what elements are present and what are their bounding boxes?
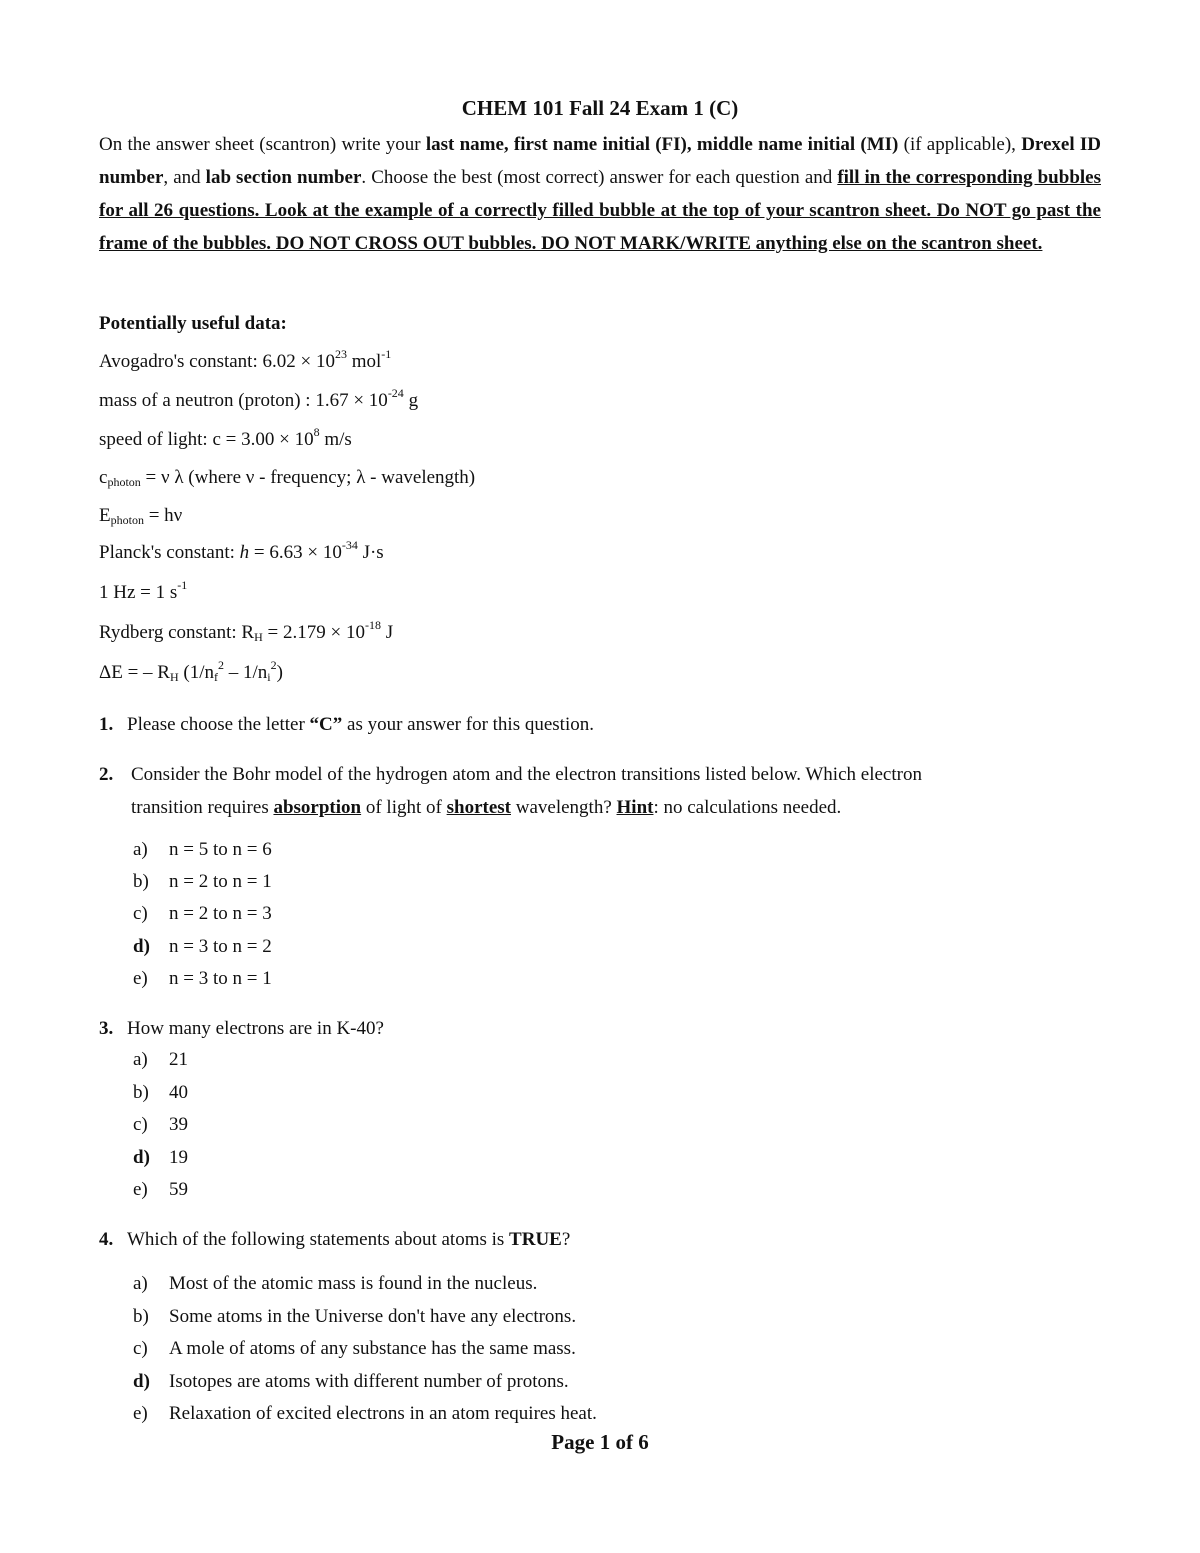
question-number: 3. [99,1018,114,1039]
data-planck: Planck's constant: $h = 6.63 \times 10^{-34}$ J·s [99,538,384,563]
q3-option-a[interactable]: a) 21 [133,1049,188,1070]
q4-option-e[interactable]: e) Relaxation of excited electrons in an atom requires heat. [133,1403,597,1424]
exam-title: CHEM 101 Fall 24 Exam 1 (C) [461,96,739,120]
q2-option-b[interactable]: b) n = 2 to n = 1 [133,871,272,892]
instr-text-2: (if applicable), [898,134,1022,155]
question-1: 1. Please choose the letter “C” as your answer for this question. [99,714,594,735]
q2-option-d[interactable]: d) n = 3 to n = 2 [133,936,272,957]
q4-option-d[interactable]: d) Isotopes are atoms with different number of protons. [133,1371,569,1392]
data-heading: Potentially useful data: [99,313,287,334]
q4-option-a[interactable]: a) Most of the atomic mass is found in the nucleus. [133,1273,538,1294]
instr-text-3: , and [163,167,206,188]
instr-text-4: . Choose the best (most correct) answer for each question and [361,167,838,188]
question-number: 4. [99,1229,114,1250]
instr-bold-1: last name, first name initial (FI), middle name initial (MI) [425,134,899,155]
data-hertz: 1 Hz = 1 $s^{-1}$ [99,578,188,603]
q2-option-a[interactable]: a) n = 5 to n = 6 [133,839,272,860]
instr-bold-3: lab section number [205,167,362,188]
data-neutron-mass: mass of a neutron (proton) : $1.67 \times 10^{-24}$ g [99,386,419,411]
q3-option-b[interactable]: b) 40 [133,1082,188,1103]
q3-option-d[interactable]: d) 19 [133,1147,188,1168]
instr-bold-2: Drexel ID number [99,134,1101,188]
data-e-photon: $E_{photon} = h\nu$ [99,505,183,527]
q2-option-c[interactable]: c) n = 2 to n = 3 [133,903,272,924]
instructions-paragraph [99,128,1101,260]
data-speed-of-light: speed of light: $c = 3.00 \times 10^8$ m/s [99,425,352,450]
q3-option-c[interactable]: c) 39 [133,1114,188,1135]
question-2: 2. Consider the Bohr model of the hydrogen atom and the electron transitions listed below. Which electron transition requires absorption of light of shortest wavelength? Hint: no calculations needed. [99,758,1101,824]
question-number: 2. [99,764,114,785]
q3-option-e[interactable]: e) 59 [133,1179,188,1200]
data-rydberg: Rydberg constant: $R_H = 2.179 \times 10^{-18}$ J [99,618,394,644]
q2-option-e[interactable]: e) n = 3 to n = 1 [133,968,272,989]
data-delta-e: ΔE = – $R_H$ $(1/n_f^2 - 1/n_i^2)$ [99,658,283,684]
question-number: 1. [99,714,114,735]
instr-text-1: On the answer sheet (scantron) write your [99,134,426,155]
instr-underlined: fill in the corresponding bubbles for all 26 questions. Look at the example of a correctly filled bubble at the top of your scantron sheet. Do NOT go past the frame of the bubbles. DO NOT CROSS OUT bubbles. DO NOT MARK/WRITE anything else on the scantron sheet. [99,167,1101,254]
question-4: 4. Which of the following statements about atoms is TRUE? [99,1229,571,1250]
q4-option-b[interactable]: b) Some atoms in the Universe don't have any electrons. [133,1306,577,1327]
data-c-photon: $c_{photon} = \nu$ λ (where ν - frequency; λ - wavelength) [99,467,476,489]
data-avogadro: Avogadro's constant: $6.02 \times 10^{23}$ mol$^{-1}$ [99,347,392,372]
q4-option-c[interactable]: c) A mole of atoms of any substance has the same mass. [133,1338,576,1359]
page-number: Page 1 of 6 [551,1430,649,1454]
question-3: 3. How many electrons are in K-40? [99,1018,384,1039]
